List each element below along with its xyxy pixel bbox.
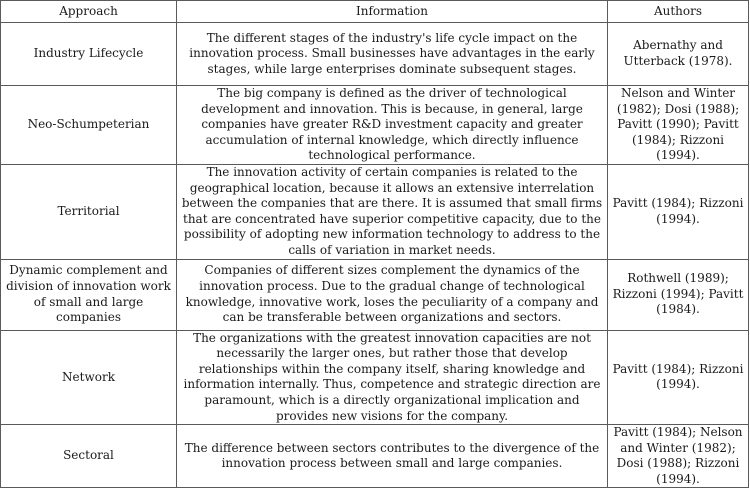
information-cell: The organizations with the greatest innovation capacities are not necessarily the larger ones, but rather those that develop relationships within the company itself, sharing knowledge and information internally. Thus, competence and strategic direction are paramount, which is a directly organizational implication and provides new visions for the company. bbox=[177, 330, 608, 425]
authors-cell: Pavitt (1984); Rizzoni (1994). bbox=[608, 330, 749, 425]
approach-cell: Neo-Schumpeterian bbox=[1, 86, 177, 165]
information-cell: The big company is defined as the driver of technological development and innovation. This is because, in general, large companies have greater R&D investment capacity and greater accumulation of internal knowledge, which directly influence technological performance. bbox=[177, 86, 608, 165]
information-cell: The different stages of the industry's life cycle impact on the innovation process. Small businesses have advantages in the early stages, while large enterprises dominate subsequent stages. bbox=[177, 23, 608, 86]
authors-cell: Pavitt (1984); Rizzoni (1994). bbox=[608, 164, 749, 259]
authors-cell: Abernathy and Utterback (1978). bbox=[608, 23, 749, 86]
information-cell: The innovation activity of certain companies is related to the geographical location, because it allows an extensive interrelation between the companies that are there. It is assumed that small firms that are concentrated have superior competitive capacity, due to the possibility of adopting new information technology to address to the calls of variation in market needs. bbox=[177, 164, 608, 259]
header-approach: Approach bbox=[1, 1, 177, 23]
table-row bbox=[1, 330, 749, 425]
approach-cell: Sectoral bbox=[1, 425, 177, 488]
table-row bbox=[1, 86, 749, 165]
table-row bbox=[1, 259, 749, 330]
approach-cell: Network bbox=[1, 330, 177, 425]
table-row bbox=[1, 23, 749, 86]
header-information: Information bbox=[177, 1, 608, 23]
table-row bbox=[1, 164, 749, 259]
header-authors: Authors bbox=[608, 1, 749, 23]
approach-cell: Territorial bbox=[1, 164, 177, 259]
table-header-row bbox=[1, 1, 749, 23]
authors-cell: Rothwell (1989); Rizzoni (1994); Pavitt (1984). bbox=[608, 259, 749, 330]
information-cell: The difference between sectors contributes to the divergence of the innovation process between small and large companies. bbox=[177, 425, 608, 488]
information-cell: Companies of different sizes complement the dynamics of the innovation process. Due to the gradual change of technological knowledge, innovative work, loses the peculiarity of a company and can be transferable between organizations and sectors. bbox=[177, 259, 608, 330]
approach-cell: Industry Lifecycle bbox=[1, 23, 177, 86]
authors-cell: Pavitt (1984); Nelson and Winter (1982); Dosi (1988); Rizzoni (1994). bbox=[608, 425, 749, 488]
authors-cell: Nelson and Winter (1982); Dosi (1988); Pavitt (1990); Pavitt (1984); Rizzoni (1994). bbox=[608, 86, 749, 165]
approach-cell: Dynamic complement and division of innovation work of small and large companies bbox=[1, 259, 177, 330]
table-row bbox=[1, 425, 749, 488]
